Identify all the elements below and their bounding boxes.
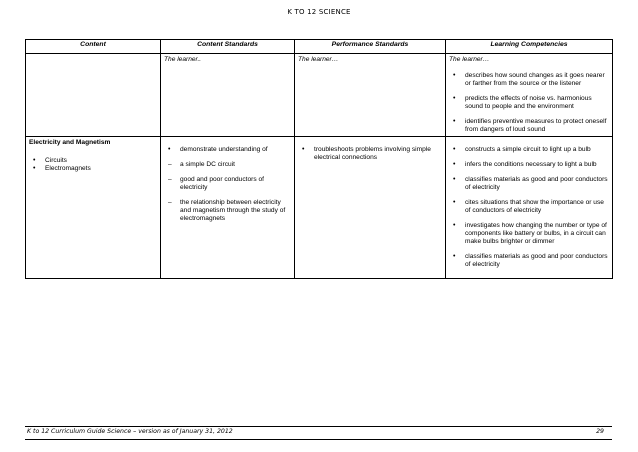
performance-intro: The learner… xyxy=(298,56,339,63)
content-standards-list xyxy=(164,146,291,154)
competencies-list xyxy=(449,72,609,134)
table-row xyxy=(26,54,613,137)
page-header: K TO 12 SCIENCE xyxy=(287,8,351,16)
header-row xyxy=(26,40,613,54)
list-item: – the relationship between electricity and magnetism through the study of electromagnets xyxy=(164,199,291,223)
table-row xyxy=(26,137,613,279)
list-item: • demonstrate understanding of xyxy=(164,146,291,154)
page-number: 29 xyxy=(596,428,604,435)
content-list xyxy=(29,157,157,173)
list-item: • identifies preventive measures to protect oneself from dangers of loud sound xyxy=(449,118,609,134)
column-header-content: Content xyxy=(26,40,161,54)
column-header-learning-competencies: Learning Competencies xyxy=(446,40,613,54)
list-item: – good and poor conductors of electricity xyxy=(164,176,291,192)
competencies-intro: The learner… xyxy=(449,56,490,63)
competencies-list xyxy=(449,146,609,269)
list-item: • constructs a simple circuit to light up a bulb xyxy=(449,146,609,154)
list-item: • describes how sound changes as it goes nearer or farther from the source or the listener xyxy=(449,72,609,88)
content-standards-intro: The learner.. xyxy=(164,56,202,63)
performance-standards-cell xyxy=(295,54,446,137)
list-item: • Electromagnets xyxy=(29,165,157,173)
list-item: • predicts the effects of noise vs. harmonious sound to people and the environment xyxy=(449,95,609,111)
curriculum-table xyxy=(25,39,613,279)
content-standards-cell xyxy=(161,54,295,137)
footer-version: K to 12 Curriculum Guide Science – version as of January 31, 2012 xyxy=(27,428,233,435)
page-footer xyxy=(25,426,612,440)
column-header-content-standards: Content Standards xyxy=(161,40,295,54)
list-item: • investigates how changing the number or type of components like battery or bulbs, in a circuit can make bulbs brighter or dimmer xyxy=(449,222,609,246)
list-item: • cites situations that show the importance or use of conductors of electricity xyxy=(449,199,609,215)
list-item: • classifies materials as good and poor conductors of electricity xyxy=(449,253,609,269)
list-item: • classifies materials as good and poor conductors of electricity xyxy=(449,176,609,192)
list-item: • troubleshoots problems involving simple electrical connections xyxy=(298,146,442,162)
content-title: Electricity and Magnetism xyxy=(29,139,111,146)
list-item: • infers the conditions necessary to light a bulb xyxy=(449,161,609,169)
content-cell xyxy=(26,137,161,279)
learning-competencies-cell xyxy=(446,137,613,279)
content-cell xyxy=(26,54,161,137)
list-item: • Circuits xyxy=(29,157,157,165)
performance-standards-cell xyxy=(295,137,446,279)
content-standards-cell xyxy=(161,137,295,279)
performance-list xyxy=(298,146,442,162)
list-item: – a simple DC circuit xyxy=(164,161,291,169)
content-standards-sublist xyxy=(164,161,291,223)
learning-competencies-cell xyxy=(446,54,613,137)
column-header-performance-standards: Performance Standards xyxy=(295,40,446,54)
